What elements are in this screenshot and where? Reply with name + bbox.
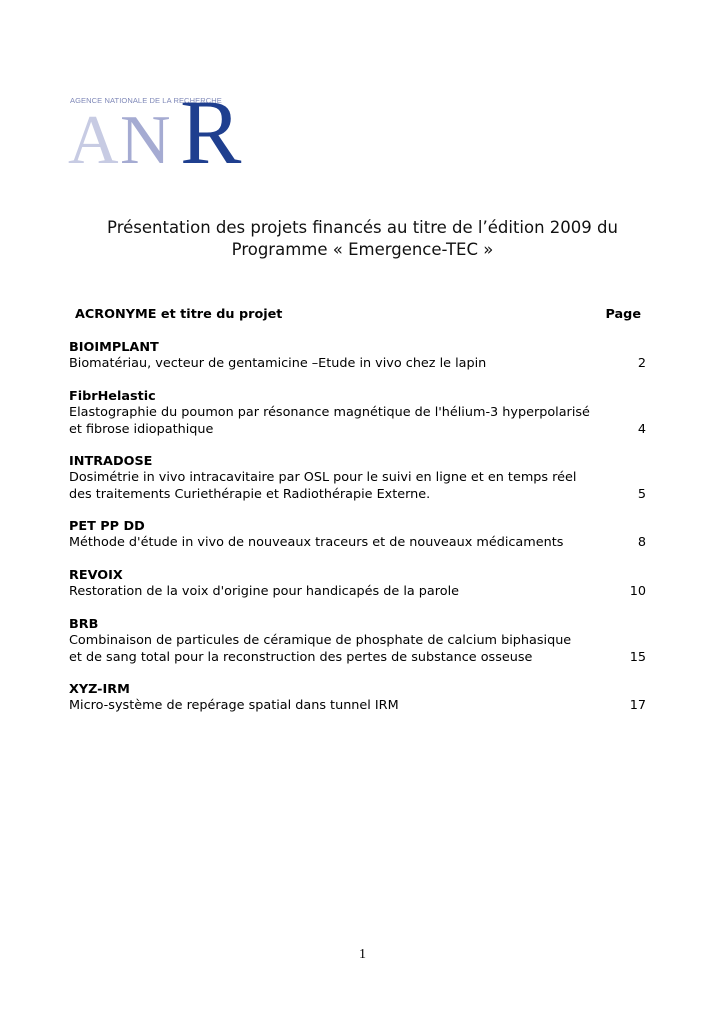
- toc-entry-acronym: FibrHelastic: [69, 389, 156, 404]
- toc-entry-title-line: Combinaison de particules de céramique de phosphate de calcium biphasique: [69, 633, 572, 648]
- toc-entry-title-line: Biomatériau, vecteur de gentamicine –Etude in vivo chez le lapin: [69, 356, 487, 371]
- page-number: 1: [359, 947, 366, 962]
- toc-entry-title-line: Restoration de la voix d'origine pour handicapés de la parole: [69, 584, 460, 599]
- toc-entry-page: 2: [637, 356, 646, 371]
- toc-entry-acronym: BIOIMPLANT: [69, 340, 159, 355]
- toc-entry-title-line: et fibrose idiopathique: [69, 422, 214, 437]
- toc-entry-title-line: Méthode d'étude in vivo de nouveaux traceurs et de nouveaux médicaments: [69, 535, 564, 550]
- toc-header-page: Page: [605, 307, 641, 322]
- logo-letter-r: R: [180, 84, 242, 170]
- title-line-2: Programme « Emergence-TEC »: [231, 240, 494, 259]
- toc-entry-acronym: XYZ-IRM: [69, 682, 130, 697]
- toc-entry-page: 4: [637, 422, 646, 437]
- toc-header-title: ACRONYME et titre du projet: [75, 307, 283, 322]
- toc-entry-page: 8: [637, 535, 646, 550]
- logo-agency-name: AGENCE NATIONALE DE LA RECHERCHE: [70, 96, 222, 105]
- logo-letter-n: N: [120, 102, 171, 170]
- toc-entry-title-line: Elastographie du poumon par résonance magnétique de l'hélium-3 hyperpolarisé: [69, 405, 590, 420]
- toc-entry-page: 5: [637, 487, 646, 502]
- toc-entry-title-line: et de sang total pour la reconstruction des pertes de substance osseuse: [69, 650, 533, 665]
- toc-entry-page: 17: [629, 698, 646, 713]
- toc-entry-acronym: REVOIX: [69, 568, 123, 583]
- toc-entry-title-line: Dosimétrie in vivo intracavitaire par OSL pour le suivi en ligne et en temps réel: [69, 470, 577, 485]
- toc-entry-title-line: Micro-système de repérage spatial dans tunnel IRM: [69, 698, 399, 713]
- title-line-1: Présentation des projets financés au titre de l’édition 2009 du: [107, 218, 618, 237]
- toc-entry-acronym: INTRADOSE: [69, 454, 153, 469]
- logo-letter-a: A: [68, 102, 119, 170]
- toc-entry-page: 10: [629, 584, 646, 599]
- toc-entry-acronym: BRB: [69, 617, 99, 632]
- toc-entry-page: 15: [629, 650, 646, 665]
- toc-entry-acronym: PET PP DD: [69, 519, 145, 534]
- toc-entry-title-line: des traitements Curiethérapie et Radiothérapie Externe.: [69, 487, 431, 502]
